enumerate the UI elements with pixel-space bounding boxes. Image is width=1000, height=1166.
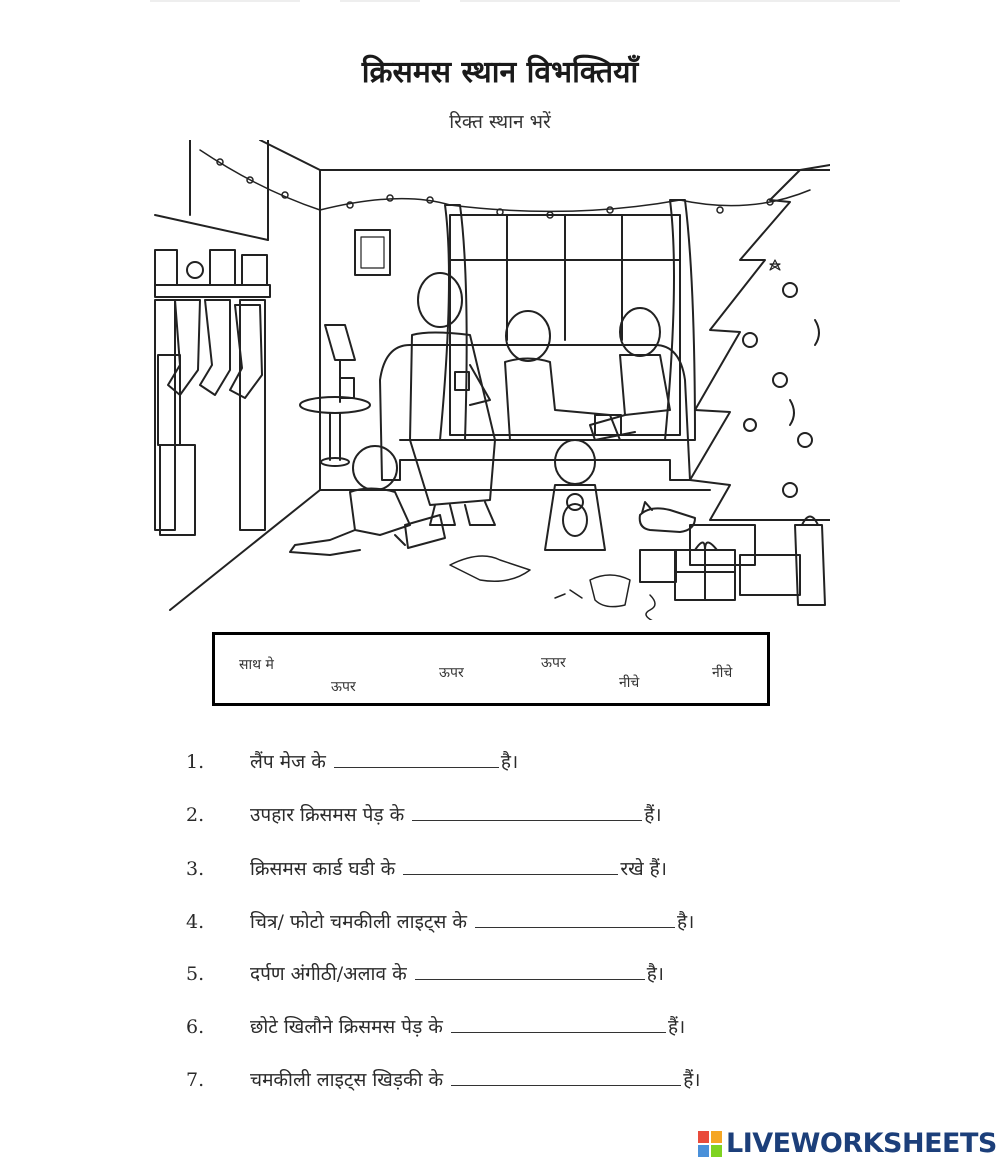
logo-tile <box>698 1131 709 1143</box>
logo-tile <box>698 1145 709 1157</box>
word-bank-item: नीचे <box>619 675 640 691</box>
cat-icon <box>640 502 695 532</box>
worksheet-title: क्रिसमस स्थान विभक्तियाँ <box>361 55 639 90</box>
question-number: 5. <box>186 963 205 985</box>
top-border-line <box>0 0 1000 4</box>
word-bank-item: ऊपर <box>541 655 566 671</box>
logo-tile <box>711 1145 722 1157</box>
father-figure-icon <box>410 273 495 525</box>
question-text: चमकीली लाइट्स खिड़की के <box>250 1069 444 1091</box>
word-bank-item: ऊपर <box>331 679 356 695</box>
question-ending: हैं। <box>644 804 662 826</box>
question-text: लैंप मेज के <box>250 751 326 773</box>
question-ending: हैं। <box>667 1016 686 1038</box>
word-bank-box <box>212 632 770 706</box>
floor-wrapping-icon <box>450 556 655 620</box>
christmas-tree-icon <box>690 165 830 520</box>
question-number: 6. <box>186 1016 205 1038</box>
answer-blank[interactable] <box>451 1067 681 1086</box>
question-ending: है। <box>677 911 695 933</box>
question-text: क्रिसमस कार्ड घडी के <box>250 858 396 880</box>
room-walls-icon <box>155 140 830 610</box>
question-text: उपहार क्रिसमस पेड़ के <box>250 804 405 826</box>
question-ending: हैं। <box>683 1069 701 1091</box>
answer-blank[interactable] <box>412 802 642 821</box>
girl-on-sofa-icon <box>590 308 670 440</box>
presents-icon <box>640 517 825 606</box>
liveworksheets-logo-icon <box>698 1131 722 1157</box>
question-row <box>186 908 694 934</box>
question-ending: है। <box>646 963 665 985</box>
question-row <box>186 855 667 881</box>
liveworksheets-brand <box>698 1128 997 1159</box>
question-text: दर्पण अंगीठी/अलाव के <box>250 963 407 985</box>
answer-blank[interactable] <box>451 1014 666 1033</box>
question-ending: है। <box>500 751 519 773</box>
question-row <box>186 960 664 986</box>
question-text: चित्र/ फोटो चमकीली लाइट्स के <box>250 911 467 933</box>
question-number: 3. <box>186 858 205 880</box>
question-number: 7. <box>186 1069 205 1091</box>
word-bank-item: ऊपर <box>439 665 464 681</box>
girl-with-teddy-icon <box>545 440 605 550</box>
answer-blank[interactable] <box>475 909 675 928</box>
word-bank-item: नीचे <box>712 665 733 681</box>
answer-blank[interactable] <box>415 961 645 980</box>
question-number: 1. <box>186 751 205 773</box>
answer-blank[interactable] <box>403 856 618 875</box>
question-ending: रखे हैं। <box>620 858 667 880</box>
word-bank-item: साथ मे <box>239 657 274 673</box>
clock-icon <box>187 262 203 278</box>
stockings-icon <box>168 300 262 398</box>
question-row <box>186 1066 701 1092</box>
question-number: 4. <box>186 911 205 933</box>
lamp-icon <box>325 325 355 402</box>
boy-with-present-icon <box>290 446 445 555</box>
question-row <box>186 801 662 827</box>
worksheet-subtitle: रिक्त स्थान भरें <box>449 111 551 133</box>
brand-name: LIVEWORKSHEETS <box>726 1128 997 1159</box>
question-text: छोटे खिलौने क्रिसमस पेड़ के <box>250 1016 443 1038</box>
question-row <box>186 1013 685 1039</box>
answer-blank[interactable] <box>334 749 499 768</box>
question-number: 2. <box>186 804 205 826</box>
question-row <box>186 748 518 774</box>
logo-tile <box>711 1131 722 1143</box>
string-lights-icon <box>200 150 810 218</box>
side-table-icon <box>300 397 370 466</box>
christmas-room-illustration <box>150 140 830 620</box>
